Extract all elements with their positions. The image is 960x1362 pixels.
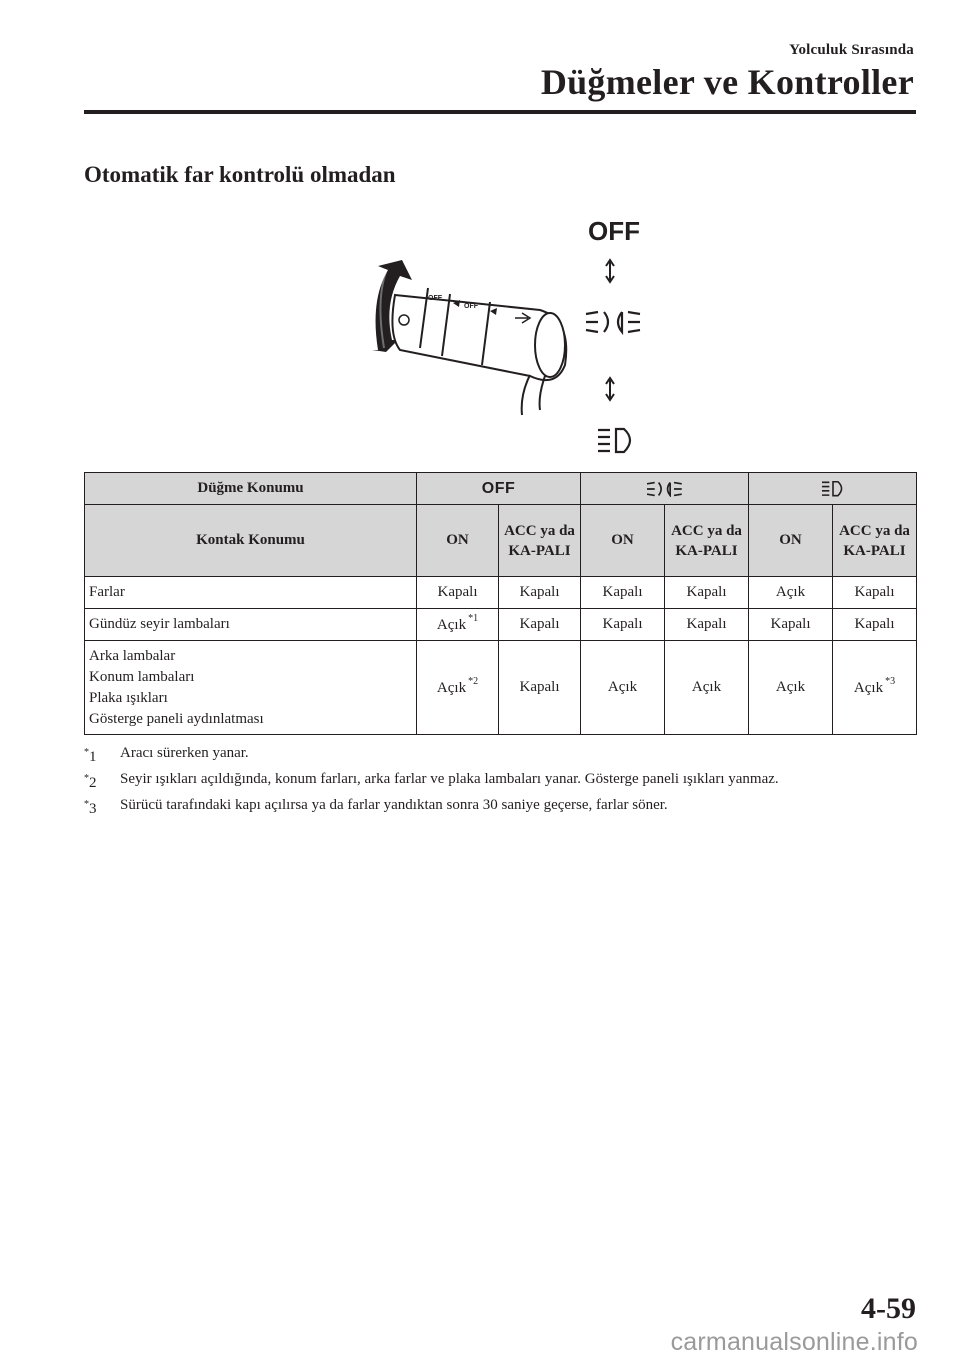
row-label-line: Arka lambalar [89, 647, 176, 664]
chapter-title: Düğmeler ve Kontroller [540, 62, 914, 102]
switch-position-label: Düğme Konumu [85, 473, 417, 505]
footnote-number: 3 [89, 801, 97, 817]
footnote-text: Sürücü tarafındaki kapı açılırsa ya da farlar yandıktan sonra 30 saniye geçerse, farlar söner. [120, 797, 668, 813]
ignition-cell: ACC ya da KA-PALI [499, 505, 581, 577]
section-title: Otomatik far kontrolü olmadan [84, 162, 396, 187]
footnote: *2 Seyir ışıkları açıldığında, konum farları, arka farlar ve plaka lambaları yanar. Gösterge paneli ışıkları yanmaz. [84, 768, 924, 794]
status-cell: Açık [581, 641, 665, 735]
status-cell: Kapalı [499, 577, 581, 609]
status-cell: Açık [749, 577, 833, 609]
status-cell: Kapalı [417, 577, 499, 609]
table-row [85, 609, 917, 641]
switch-arrow-icon [606, 260, 614, 282]
stalk-off-label-2: OFF [464, 303, 478, 310]
parking-light-icon [647, 481, 683, 497]
headlight-switch-figure [340, 200, 660, 460]
page-number: 4-59 [861, 1292, 916, 1325]
row-label-line: Plaka ışıkları [89, 689, 168, 706]
status-value: Açık [853, 680, 884, 696]
footnote-number: 2 [89, 775, 97, 791]
status-cell: Kapalı [665, 577, 749, 609]
status-cell: Kapalı [581, 577, 665, 609]
switch-headlight-cell [749, 473, 917, 505]
ignition-cell: ACC ya da KA-PALI [833, 505, 917, 577]
footnote-marker: *3 [885, 676, 896, 687]
footnote-number: 1 [89, 749, 97, 765]
status-cell: Kapalı [499, 609, 581, 641]
headlight-icon [822, 481, 844, 497]
watermark: carmanualsonline.info [670, 1328, 918, 1356]
ignition-position-label: Kontak Konumu [85, 505, 417, 577]
status-cell [417, 641, 499, 735]
header-rule [84, 110, 916, 114]
status-cell: Kapalı [581, 609, 665, 641]
status-cell: Kapalı [665, 609, 749, 641]
table-row [85, 641, 917, 735]
light-status-table [84, 472, 917, 735]
ignition-cell: ON [749, 505, 833, 577]
footnote-marker: *2 [468, 676, 479, 687]
footnote-text: Aracı sürerken yanar. [120, 745, 249, 761]
status-cell: Kapalı [749, 609, 833, 641]
row-label-line: Konum lambaları [89, 668, 195, 685]
ignition-cell: ON [581, 505, 665, 577]
switch-position-row [85, 473, 917, 505]
switch-parking-cell [581, 473, 749, 505]
ignition-position-row [85, 505, 917, 577]
row-label: Gündüz seyir lambaları [85, 609, 417, 641]
parking-light-icon [586, 312, 640, 332]
footnote: *1 Aracı sürerken yanar. [84, 742, 924, 768]
ignition-cell: ACC ya da KA-PALI [665, 505, 749, 577]
headlight-icon [598, 429, 630, 452]
row-label: Farlar [85, 577, 417, 609]
chapter-subtitle: Yolculuk Sırasında [789, 42, 914, 58]
row-label [85, 641, 417, 735]
footnote-marker: *1 [468, 613, 479, 624]
footnote-text: Seyir ışıkları açıldığında, konum farları, arka farlar ve plaka lambaları yanar. Gösterge paneli ışıkları yanmaz. [120, 771, 779, 787]
status-cell: Kapalı [833, 577, 917, 609]
status-value: Açık [436, 617, 467, 633]
row-label-line: Gösterge paneli aydınlatması [89, 710, 264, 727]
table-row [85, 577, 917, 609]
status-cell [833, 641, 917, 735]
switch-off-label: OFF [481, 479, 516, 497]
status-cell [417, 609, 499, 641]
stalk-off-label-1: OFF [428, 295, 442, 302]
switch-off-cell [417, 473, 581, 505]
footnotes [84, 742, 924, 820]
status-cell: Açık [749, 641, 833, 735]
status-cell: Kapalı [499, 641, 581, 735]
status-cell: Kapalı [833, 609, 917, 641]
off-position-label: OFF [588, 216, 640, 246]
ignition-cell: ON [417, 505, 499, 577]
status-value: Açık [436, 680, 467, 696]
status-cell: Açık [665, 641, 749, 735]
footnote: *3 Sürücü tarafındaki kapı açılırsa ya da farlar yandıktan sonra 30 saniye geçerse, farlar söner. [84, 794, 924, 820]
